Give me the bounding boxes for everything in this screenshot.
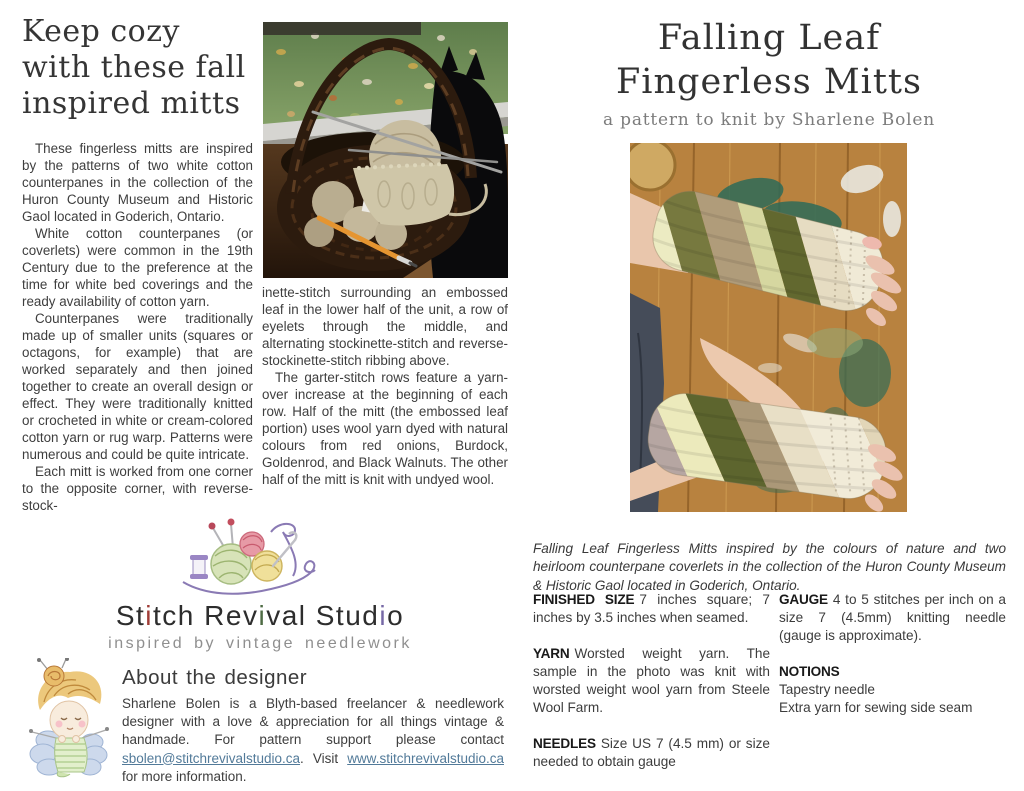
needles-detail xyxy=(533,735,770,771)
detail-label: NOTIONS xyxy=(779,664,840,679)
text-segment: o xyxy=(387,600,405,631)
body-paragraph: inette-stitch surrounding an embossed leaf in the lower half of the unit, a row of eyelets through the middle, and alternating stockinette-stitch and reverse-stockinette-stitch ribbing above. xyxy=(262,285,508,368)
brand-tagline: inspired by vintage needlework xyxy=(108,635,412,652)
photo-caption: Falling Leaf Fingerless Mitts inspired by the colours of nature and two heirloom counterpane coverlets in the collection of the Huron County Museum & Historic Gaol located in Goderich, Ontario. xyxy=(533,540,1006,593)
body-paragraph: Counterpanes were traditionally made up of smaller units (squares or octagons, for example) that are worked separately and then joined together to create an overall design or effect. They were traditionally knitted or crocheted in white or cream-colored cotton yarn or rug warp. Patterns were numerous and could be quite intricate. xyxy=(22,311,253,462)
yarn-detail xyxy=(533,645,770,717)
detail-text: Worsted weight yarn. The sample in the photo was knit with worsted weight wool yarn from Steele Wool Farm. xyxy=(533,646,770,715)
brand-name xyxy=(12,600,508,632)
detail-text: Size US 7 (4.5 mm) or size needed to obtain gauge xyxy=(533,736,770,769)
notion-item: Tapestry needle xyxy=(779,682,875,697)
pattern-details xyxy=(533,591,1006,789)
details-column-right xyxy=(779,591,1006,789)
mitts-photo xyxy=(630,143,907,512)
detail-text: 4 to 5 stitches per inch on a size 7 (4.5mm) knitting needle (gauge is approximate). xyxy=(779,592,1006,643)
text-segment: Sharlene Bolen is a Blyth-based freelancer & needlework designer with a love & appreciation for all things vintage & handmade. For pattern support please contact xyxy=(122,696,504,748)
headline-line: with these fall xyxy=(22,50,246,85)
notion-item: Extra yarn for sewing side seam xyxy=(779,700,973,715)
detail-label: GAUGE xyxy=(779,592,828,607)
text-segment: i xyxy=(145,600,154,631)
left-column-text xyxy=(22,140,253,514)
left-headline xyxy=(22,14,246,122)
mitts-photo-illustration xyxy=(630,143,907,512)
pattern-title-line: Falling Leaf xyxy=(657,18,881,58)
text-segment: i xyxy=(379,600,388,631)
headline-line: Keep cozy xyxy=(22,14,180,49)
pattern-title xyxy=(533,16,1005,104)
pattern-subtitle: a pattern to knit by Sharlene Bolen xyxy=(603,110,935,130)
about-heading: About the designer xyxy=(122,666,308,689)
basket-photo-illustration xyxy=(263,22,508,278)
text-segment: i xyxy=(258,600,267,631)
detail-label: YARN xyxy=(533,646,570,661)
fairy-illustration xyxy=(18,658,118,778)
detail-label: FINISHED SIZE xyxy=(533,592,635,607)
finished-size-detail xyxy=(533,591,770,627)
body-paragraph: Each mitt is worked from one corner to the opposite corner, with reverse-stock- xyxy=(22,464,253,513)
gauge-detail xyxy=(779,591,1006,645)
detail-label: NEEDLES xyxy=(533,736,596,751)
headline-line: inspired mitts xyxy=(22,86,241,121)
detail-text: 7 inches square; 7 inches by 3.5 inches when seamed. xyxy=(533,592,770,625)
text-segment: for more information. xyxy=(122,768,247,784)
notions-detail xyxy=(779,663,1006,717)
text-segment: St xyxy=(115,600,146,631)
text-segment: . Visit xyxy=(300,750,348,766)
knitting-fairy-icon xyxy=(18,658,122,783)
text-segment: val Stud xyxy=(266,600,380,631)
body-paragraph: These fingerless mitts are inspired by the patterns of two white cotton counterpanes in the collection of the Huron County Museum and Historic Gaol located in Goderich, Ontario. xyxy=(22,141,253,224)
details-column-left xyxy=(533,591,770,789)
body-paragraph: White cotton counterpanes (or coverlets) were common in the 19th Century due to the preference at the time for white bed coverings and the ready availability of cotton yarn. xyxy=(22,226,253,309)
middle-column-text xyxy=(262,284,508,488)
text-segment: tch Rev xyxy=(153,600,259,631)
about-body xyxy=(122,695,504,786)
about-text xyxy=(122,658,504,786)
yarn-logo-icon xyxy=(175,518,345,598)
website-link[interactable]: www.stitchrevivalstudio.ca xyxy=(347,750,504,766)
basket-photo xyxy=(263,22,508,278)
pattern-title-line: Fingerless Mitts xyxy=(616,62,922,102)
about-section xyxy=(18,658,512,786)
brand-block xyxy=(12,518,508,653)
email-link[interactable]: sbolen@stitchrevivalstudio.ca xyxy=(122,750,301,766)
body-paragraph: The garter-stitch rows feature a yarn-over increase at the beginning of each row. Half of the mitt (the embossed leaf portion) uses wool yarn dyed with natural colours from red onions, Burdock, Goldenrod, and Black Walnuts. The other half of the mitt is knit with undyed wool. xyxy=(262,370,508,487)
